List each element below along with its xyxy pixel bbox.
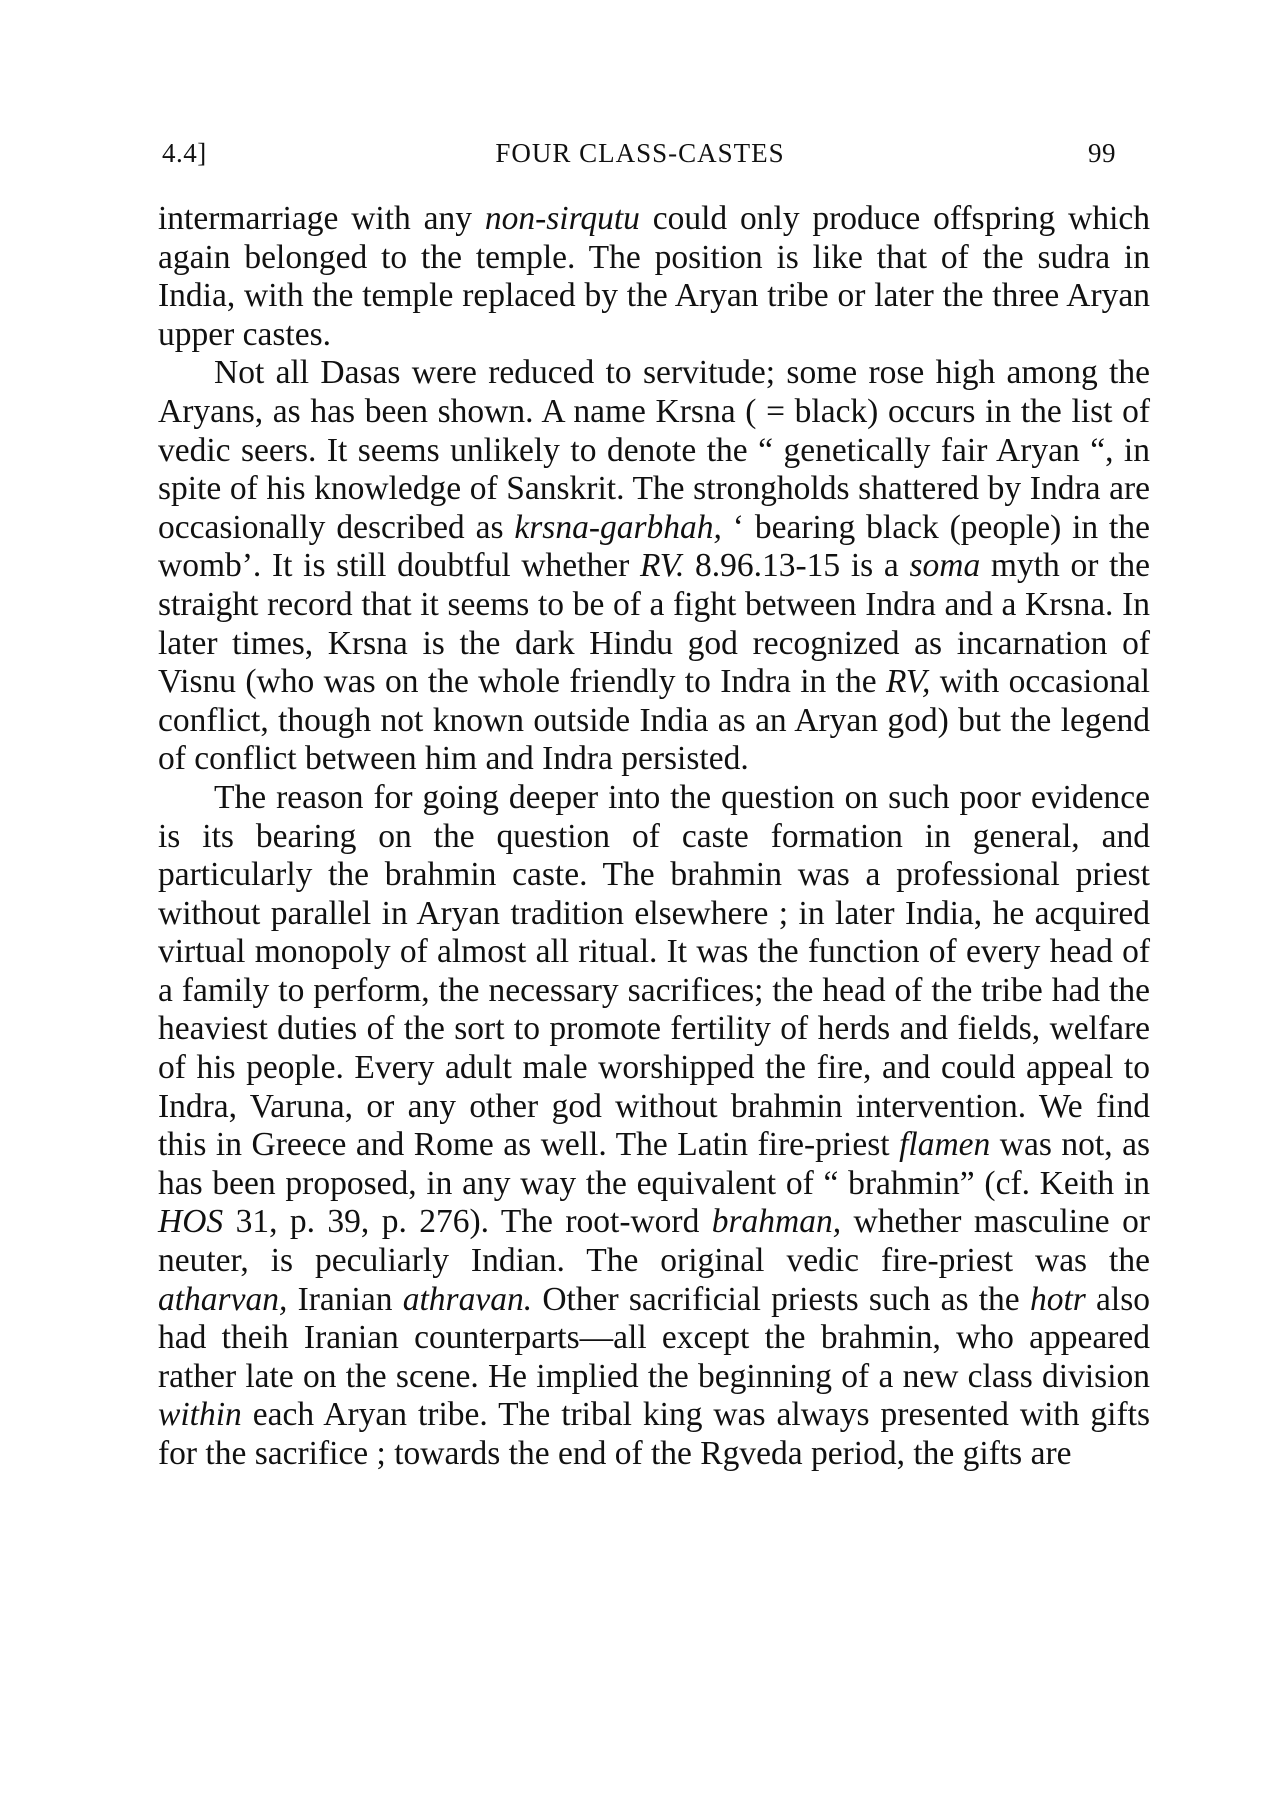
- italic-term: HOS: [158, 1203, 224, 1241]
- text-run: Other sacrificial priests such as the: [532, 1280, 1030, 1318]
- section-number: 4.4]: [162, 138, 207, 168]
- paragraph: [158, 779, 1150, 1474]
- page-number: 99: [1088, 138, 1116, 168]
- italic-term: RV,: [885, 663, 931, 701]
- text-run: whether masculine or neuter, is peculiarly Indian. The original vedic fire-priest was the: [158, 1203, 1150, 1280]
- italic-term: soma: [909, 547, 981, 585]
- italic-term: non-sirqutu: [484, 200, 640, 237]
- italic-term: brahman,: [711, 1203, 842, 1241]
- italic-term: atharvan,: [158, 1280, 288, 1318]
- text-run: could only produce offspring which again belonged to the temple. The position is like that of the sudra in India, with the temple replaced by the Aryan tribe or later the three Aryan upper castes.: [158, 200, 1151, 353]
- running-header: [160, 138, 1120, 174]
- text-run: 8.96.13-15 is a: [684, 547, 910, 585]
- text-run: ‘ bearing black (people) in the womb’. It is still doubtful whether: [158, 508, 1150, 585]
- italic-term: within: [158, 1396, 242, 1434]
- italic-term: athravan.: [402, 1280, 533, 1318]
- text-run: myth or the straight record that it seems to be of a fight between Indra and a Krsna. In later times, Krsna is the dark Hindu god recognized as incarnation of Visnu (who was on the whole friendly to Indra in the: [158, 547, 1150, 701]
- text-run: The reason for going deeper into the question on such poor evidence is its bearing on the question of caste formation in general, and particularly the brahmin caste. The brahmin was a professional priest without parallel in Aryan tradition elsewhere ; in later India, he acquired virtual monopoly of almost all ritual. It was the function of every head of a family to perform, the necessary sacrifices; the head of the tribe had the heaviest duties of the sort to promote fertility of herds and fields, welfare of his people. Every adult male worshipped the fire, and could appeal to Indra, Varuna, or any other god without brahmin intervention. We find this in Greece and Rome as well. The Latin fire-priest: [158, 778, 1150, 1164]
- paragraph: [158, 354, 1150, 779]
- italic-term: RV.: [639, 547, 685, 585]
- text-run: was not, as has been proposed, in any way the equivalent of “ brahmin” (cf. Keith in: [158, 1126, 1151, 1202]
- italic-term: flamen: [899, 1126, 991, 1164]
- text-run: intermarriage with any: [158, 200, 485, 237]
- body-text: [158, 200, 1150, 1474]
- chapter-title: FOUR CLASS-CASTES: [495, 138, 785, 168]
- italic-term: hotr: [1029, 1280, 1086, 1318]
- text-run: Not all Dasas were reduced to servitude; some rose high among the Aryans, as has been shown. A name Krsna ( = black) occurs in the list of vedic seers. It seems unlikely to denote the “ genetically fair Aryan “, in spite of his knowledge of Sanskrit. The strongholds shattered by Indra are occasionally described as: [158, 354, 1150, 546]
- text-run: Iranian: [287, 1280, 403, 1318]
- text-run: each Aryan tribe. The tribal king was always presented with gifts for the sacrifice ; towards the end of the Rgveda period, the gifts are: [158, 1396, 1150, 1472]
- text-run: 31, p. 39, p. 276). The root-word: [223, 1203, 712, 1241]
- text-run: with occasional conflict, though not known outside India as an Aryan god) but the legend of conflict between him and Indra persisted.: [158, 663, 1150, 778]
- text-run: also had theih Iranian counterparts—all except the brahmin, who appeared rather late on the scene. He implied the beginning of a new class division: [158, 1280, 1151, 1395]
- italic-term: krsna-garbhah,: [514, 508, 722, 546]
- paragraph: [158, 200, 1150, 354]
